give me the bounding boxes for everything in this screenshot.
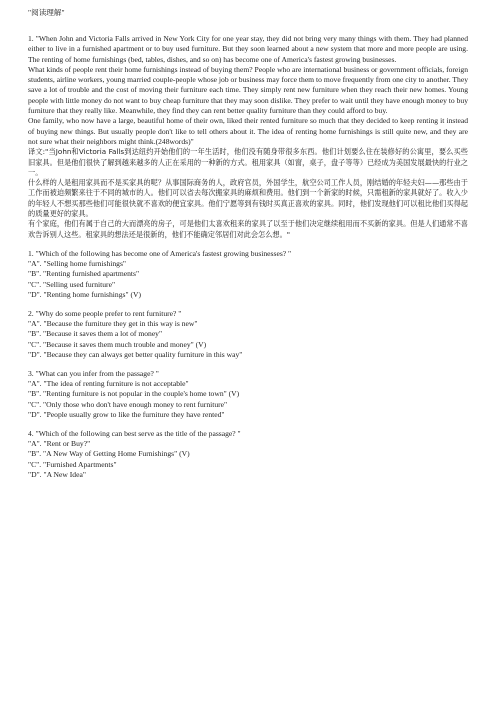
- question-block-1: [28, 249, 468, 300]
- question-block-3: [28, 369, 468, 420]
- question-option: "C". "Only those who don't have enough money to rent furniture": [28, 399, 228, 409]
- question-block-2: [28, 309, 468, 360]
- section-header: "阅读理解": [28, 8, 65, 17]
- translation-paragraph-3: 有个家庭，他们有属于自己的大而漂亮的房子，可是他们太喜欢租来的家具了以至于他们决定继续租用而不买新的家具。但是人们通常不喜欢告诉别人这些。租家具的想法还是很新的，他们不能确定邻居们对此会怎么想。": [28, 219, 468, 239]
- question-option: "A". "The idea of renting furniture is not acceptable": [28, 379, 189, 389]
- question-block-4: [28, 429, 468, 480]
- question-stem: 1. "Which of the following has become one of America's fastest growing businesses? ": [28, 248, 292, 258]
- translation-paragraph-2: 什么样的人是租用家具而不是买家具的呢？从事国际商务的人，政府官员，外国学生，航空公司工作人员，刚结婚的年轻夫妇——那些由于工作而被迫频繁来往于不同的城市的人。他们可以省去每次搬家具的麻烦和费用。他们到一个新家的时候，只需租新的家具就好了。收入少的年轻人不想买那些他们可能很快就不喜欢的便宜家具。他们宁愿等到有钱时买真正喜欢的家具。同时，他们发现他们可以租比他们买得起的质量更好的家具。: [28, 178, 468, 219]
- passage-paragraph-1: 1. "When John and Victoria Falls arrived in New York City for one year stay, they did not bring very many things with them. They had planned either to live in a furnished apartment or to buy used furniture. But they soon learned about a new system that more and more people are using. The renting of home furnishings (bed, tables, dishes, and so on) has become one of America's fastest growing businesses.: [28, 34, 468, 64]
- passage-paragraph-3: One family, who now have a large, beautiful home of their own, liked their rented furniture so much that they decided to keep renting it instead of buying new things. But usually people don't like to tell others about it. The idea of renting home furnishings is still quite new, and they are not sure what their neighbors might think.(248words)": [28, 116, 468, 146]
- question-option: "B". "Renting furniture is not popular in the couple's home town" (V): [28, 389, 240, 399]
- question-option: "B". "Because it saves them a lot of money": [28, 329, 163, 339]
- question-option: "D". "People usually grow to like the furniture they have rented": [28, 409, 225, 419]
- question-option: "B". "Renting furnished apartments": [28, 269, 140, 279]
- question-option: "D". "A New Idea": [28, 469, 86, 479]
- passage-paragraph-2: What kinds of people rent their home furnishings instead of buying them? People who are international business or government officials, foreign students, airline workers, young married couple-people whose job or business may force them to move frequently from one city to another. They save a lot of trouble and the cost of moving their furniture each time. They simply rent new furniture when they reach their new homes. Young people with little money do not want to buy cheap furniture that they may soon dislike. They prefer to wait until they have enough money to buy furniture that they really like. Meanwhile, they find they can rent better quality furniture than they could afford to buy.: [28, 64, 468, 116]
- question-stem: 4. "Which of the following can best serve as the title of the passage? ": [28, 428, 241, 438]
- question-option: "C". "Furnished Apartments": [28, 459, 117, 469]
- question-stem: 3. "What can you infer from the passage? ": [28, 368, 159, 378]
- question-stem: 2. "Why do some people prefer to rent furniture? ": [28, 308, 182, 318]
- translation-paragraph-1: 译文:"当John和Victoria Falls到达纽约开始他们的一年生活时，他们没有随身带很多东西。他们计划要么住在装修好的公寓里，要么买些旧家具。但是他们很快了解到越来越多的人正在采用的一种新的方式。租用家具（如窗，桌子，盘子等等）已经成为美国发展最快的行业之一。: [28, 147, 468, 177]
- question-option: "A". "Rent or Buy?": [28, 439, 91, 449]
- question-option: "D". "Renting home furnishings" (V): [28, 289, 142, 299]
- question-option: "A". "Because the furniture they get in this way is new": [28, 319, 198, 329]
- question-option: "D". "Because they can always get better quality furniture in this way": [28, 349, 243, 359]
- question-option: "A". "Selling home furnishings": [28, 259, 127, 269]
- question-option: "B". "A New Way of Getting Home Furnishings" (V): [28, 449, 190, 459]
- question-option: "C". "Selling used furniture": [28, 279, 116, 289]
- question-option: "C". "Because it saves them much trouble and money" (V): [28, 339, 207, 349]
